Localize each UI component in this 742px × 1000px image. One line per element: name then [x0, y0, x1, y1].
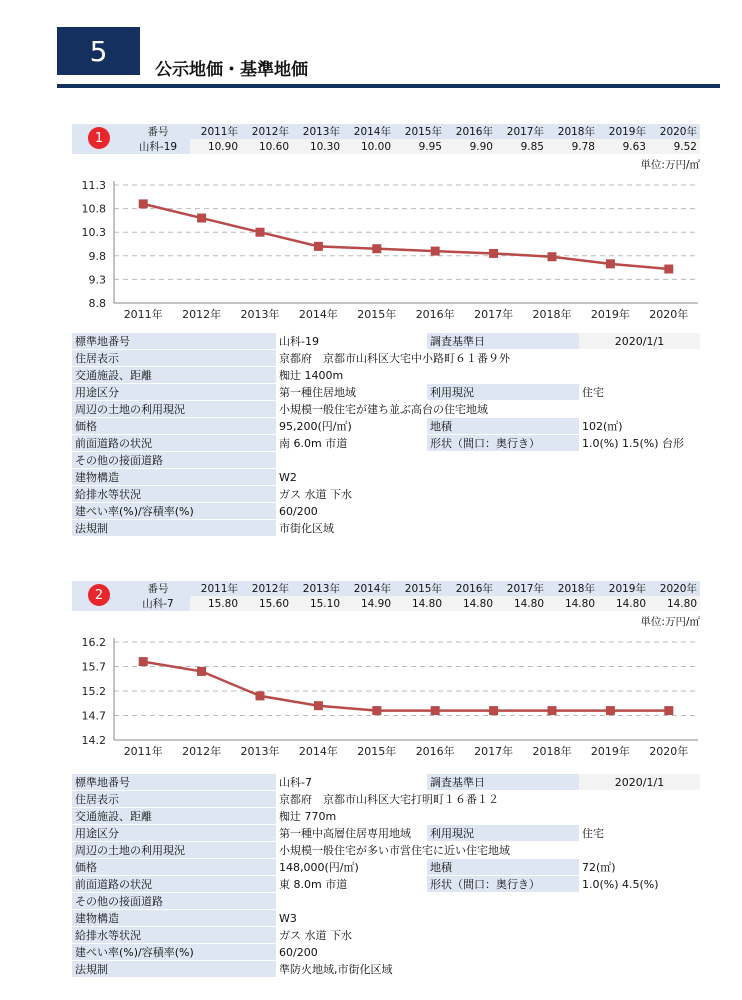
- label-utilities: 給排水等状況: [72, 486, 276, 503]
- value-zoning: 第一種住居地域: [276, 384, 427, 401]
- label-ratio: 建ぺい率(%)/容積率(%): [72, 503, 276, 520]
- value-cell: 9.63: [598, 139, 649, 154]
- data-point: [664, 265, 673, 274]
- data-point: [197, 214, 206, 223]
- x-tick-label: 2012年: [182, 308, 222, 321]
- data-point: [489, 706, 498, 715]
- y-tick-label: 14.2: [81, 734, 106, 747]
- section-number-box: [57, 27, 140, 75]
- value-area: 72(㎡): [579, 859, 700, 876]
- value-std-no: 山科-7: [276, 774, 427, 791]
- year-cell: 2014年: [343, 124, 394, 139]
- value-surrounding: 小規模一般住宅が建ち並ぶ高台の住宅地域: [276, 401, 700, 418]
- label-zoning: 用途区分: [72, 384, 276, 401]
- value-road: 東 8.0m 市道: [276, 876, 427, 893]
- label-survey-date: 調査基準日: [427, 333, 579, 350]
- value-cell: 9.78: [547, 139, 598, 154]
- value-cell: 10.90: [190, 139, 241, 154]
- label-road: 前面道路の状況: [72, 876, 276, 893]
- value-area: 102(㎡): [579, 418, 700, 435]
- value-other-road: [276, 893, 700, 910]
- y-tick-label: 9.3: [88, 273, 106, 287]
- data-point: [548, 706, 557, 715]
- land-price-block-2: [72, 581, 700, 978]
- value-price: 95,200(円/㎡): [276, 418, 427, 435]
- value-price: 148,000(円/㎡): [276, 859, 427, 876]
- value-utilities: ガス 水道 下水: [276, 486, 700, 503]
- series-line: [143, 204, 669, 269]
- value-transport: 椥辻 1400m: [276, 367, 700, 384]
- label-transport: 交通施設、距離: [72, 367, 276, 384]
- value-shape: 1.0(%) 1.5(%) 台形: [579, 435, 700, 452]
- label-std-no: 標準地番号: [72, 774, 276, 791]
- year-cell: 2019年: [598, 581, 649, 596]
- x-tick-label: 2016年: [415, 308, 455, 321]
- label-survey-date: 調査基準日: [427, 774, 579, 791]
- y-tick-label: 8.8: [88, 297, 106, 310]
- year-cell: 2011年: [190, 581, 241, 596]
- y-tick-label: 9.8: [88, 249, 106, 263]
- label-transport: 交通施設、距離: [72, 808, 276, 825]
- year-cell: 2019年: [598, 124, 649, 139]
- plot-id: 山科-7: [126, 596, 190, 611]
- x-tick-label: 2019年: [590, 308, 630, 321]
- label-road: 前面道路の状況: [72, 435, 276, 452]
- y-tick-label: 16.2: [81, 636, 106, 649]
- value-cell: 10.30: [292, 139, 343, 154]
- number-badge: 2: [88, 584, 110, 606]
- detail-table-2: [72, 774, 700, 978]
- value-usage: 住宅: [579, 384, 700, 401]
- value-law: 準防火地域,市街化区域: [276, 961, 700, 978]
- x-tick-label: 2015年: [357, 745, 397, 758]
- year-cell: 2017年: [496, 124, 547, 139]
- y-tick-label: 10.3: [81, 226, 106, 240]
- x-tick-label: 2012年: [182, 745, 222, 758]
- value-ratio: 60/200: [276, 944, 700, 961]
- data-point: [606, 706, 615, 715]
- label-other-road: その他の接面道路: [72, 893, 276, 910]
- label-area: 地積: [427, 859, 579, 876]
- data-point: [372, 244, 381, 253]
- value-shape: 1.0(%) 4.5(%): [579, 876, 700, 893]
- label-price: 価格: [72, 859, 276, 876]
- label-building: 建物構造: [72, 469, 276, 486]
- unit-label: 単位:万円/㎡: [640, 159, 700, 171]
- x-tick-label: 2014年: [298, 308, 338, 321]
- year-cell: 2017年: [496, 581, 547, 596]
- data-point: [548, 252, 557, 261]
- data-point: [431, 247, 440, 256]
- value-cell: 14.90: [343, 596, 394, 611]
- label-other-road: その他の接面道路: [72, 452, 276, 469]
- value-cell: 15.60: [241, 596, 292, 611]
- value-cell: 9.90: [445, 139, 496, 154]
- section-title: 公示地価・基準地価: [155, 60, 308, 80]
- year-cell: 2011年: [190, 124, 241, 139]
- value-cell: 14.80: [649, 596, 700, 611]
- value-address: 京都府 京都市山科区大宅打明町１６番１２: [276, 791, 700, 808]
- value-survey-date: 2020/1/1: [579, 333, 700, 350]
- data-point: [139, 199, 148, 208]
- data-point: [197, 667, 206, 676]
- x-tick-label: 2018年: [532, 308, 572, 321]
- value-std-no: 山科-19: [276, 333, 427, 350]
- label-address: 住居表示: [72, 350, 276, 367]
- value-cell: 10.00: [343, 139, 394, 154]
- label-utilities: 給排水等状況: [72, 927, 276, 944]
- label-usage: 利用現況: [427, 825, 579, 842]
- year-cell: 2020年: [649, 581, 700, 596]
- data-point: [314, 242, 323, 251]
- x-tick-label: 2018年: [532, 745, 572, 758]
- value-building: W3: [276, 910, 700, 927]
- value-road: 南 6.0m 市道: [276, 435, 427, 452]
- label-shape: 形状（間口：奥行き）: [427, 435, 579, 452]
- value-cell: 15.10: [292, 596, 343, 611]
- badge-cell: [72, 124, 126, 154]
- year-cell: 2018年: [547, 581, 598, 596]
- year-cell: 2016年: [445, 124, 496, 139]
- label-usage: 利用現況: [427, 384, 579, 401]
- badge-cell: [72, 581, 126, 611]
- series-line: [143, 662, 669, 711]
- label-shape: 形状（間口：奥行き）: [427, 876, 579, 893]
- value-ratio: 60/200: [276, 503, 700, 520]
- price-history-table-1: [72, 124, 700, 154]
- y-tick-label: 10.8: [81, 202, 106, 216]
- label-address: 住居表示: [72, 791, 276, 808]
- year-cell: 2013年: [292, 581, 343, 596]
- value-cell: 10.60: [241, 139, 292, 154]
- x-tick-label: 2019年: [590, 745, 630, 758]
- x-tick-label: 2013年: [240, 745, 280, 758]
- price-history-table-2: [72, 581, 700, 611]
- year-cell: 2012年: [241, 581, 292, 596]
- x-tick-label: 2016年: [415, 745, 455, 758]
- x-tick-label: 2015年: [357, 308, 397, 321]
- label-std-no: 標準地番号: [72, 333, 276, 350]
- value-cell: 9.85: [496, 139, 547, 154]
- data-point: [489, 249, 498, 258]
- value-cell: 9.95: [394, 139, 445, 154]
- label-building: 建物構造: [72, 910, 276, 927]
- value-cell: 14.80: [496, 596, 547, 611]
- x-tick-label: 2013年: [240, 308, 280, 321]
- data-point: [256, 228, 265, 237]
- x-tick-label: 2017年: [474, 745, 514, 758]
- price-line-chart-2: [72, 630, 700, 760]
- value-usage: 住宅: [579, 825, 700, 842]
- value-zoning: 第一種中高層住居専用地域: [276, 825, 427, 842]
- value-survey-date: 2020/1/1: [579, 774, 700, 791]
- year-cell: 2014年: [343, 581, 394, 596]
- number-badge: 1: [88, 127, 110, 149]
- label-law: 法規制: [72, 961, 276, 978]
- x-tick-label: 2011年: [123, 745, 163, 758]
- land-price-block-1: [72, 124, 700, 537]
- price-line-chart-1: [72, 173, 700, 323]
- year-cell: 2018年: [547, 124, 598, 139]
- plot-id: 山科-19: [126, 139, 190, 154]
- label-area: 地積: [427, 418, 579, 435]
- year-cell: 2013年: [292, 124, 343, 139]
- year-cell: 2015年: [394, 581, 445, 596]
- data-point: [606, 259, 615, 268]
- x-tick-label: 2020年: [649, 745, 689, 758]
- y-tick-label: 14.7: [81, 709, 106, 723]
- label-ratio: 建ぺい率(%)/容積率(%): [72, 944, 276, 961]
- y-tick-label: 15.7: [81, 660, 106, 674]
- year-cell: 2016年: [445, 581, 496, 596]
- detail-table-1: [72, 333, 700, 537]
- label-surrounding: 周辺の土地の利用現況: [72, 401, 276, 418]
- header-label: 番号: [126, 124, 190, 139]
- x-tick-label: 2014年: [298, 745, 338, 758]
- label-surrounding: 周辺の土地の利用現況: [72, 842, 276, 859]
- section-number: 5: [89, 34, 108, 68]
- value-surrounding: 小規模一般住宅が多い市営住宅に近い住宅地域: [276, 842, 700, 859]
- year-cell: 2012年: [241, 124, 292, 139]
- data-point: [314, 701, 323, 710]
- data-point: [139, 657, 148, 666]
- unit-label: 単位:万円/㎡: [640, 616, 700, 628]
- data-point: [372, 706, 381, 715]
- x-tick-label: 2011年: [123, 308, 163, 321]
- year-cell: 2015年: [394, 124, 445, 139]
- label-zoning: 用途区分: [72, 825, 276, 842]
- value-cell: 15.80: [190, 596, 241, 611]
- value-address: 京都府 京都市山科区大宅中小路町６１番９外: [276, 350, 700, 367]
- x-tick-label: 2017年: [474, 308, 514, 321]
- value-utilities: ガス 水道 下水: [276, 927, 700, 944]
- data-point: [664, 706, 673, 715]
- value-cell: 14.80: [547, 596, 598, 611]
- value-transport: 椥辻 770m: [276, 808, 700, 825]
- section-divider: [57, 84, 720, 88]
- header-label: 番号: [126, 581, 190, 596]
- value-building: W2: [276, 469, 700, 486]
- label-price: 価格: [72, 418, 276, 435]
- data-point: [256, 691, 265, 700]
- value-cell: 9.52: [649, 139, 700, 154]
- value-cell: 14.80: [445, 596, 496, 611]
- y-tick-label: 11.3: [81, 179, 106, 192]
- x-tick-label: 2020年: [649, 308, 689, 321]
- value-cell: 14.80: [598, 596, 649, 611]
- value-other-road: [276, 452, 700, 469]
- label-law: 法規制: [72, 520, 276, 537]
- value-cell: 14.80: [394, 596, 445, 611]
- y-tick-label: 15.2: [81, 685, 106, 698]
- year-cell: 2020年: [649, 124, 700, 139]
- value-law: 市街化区域: [276, 520, 700, 537]
- data-point: [431, 706, 440, 715]
